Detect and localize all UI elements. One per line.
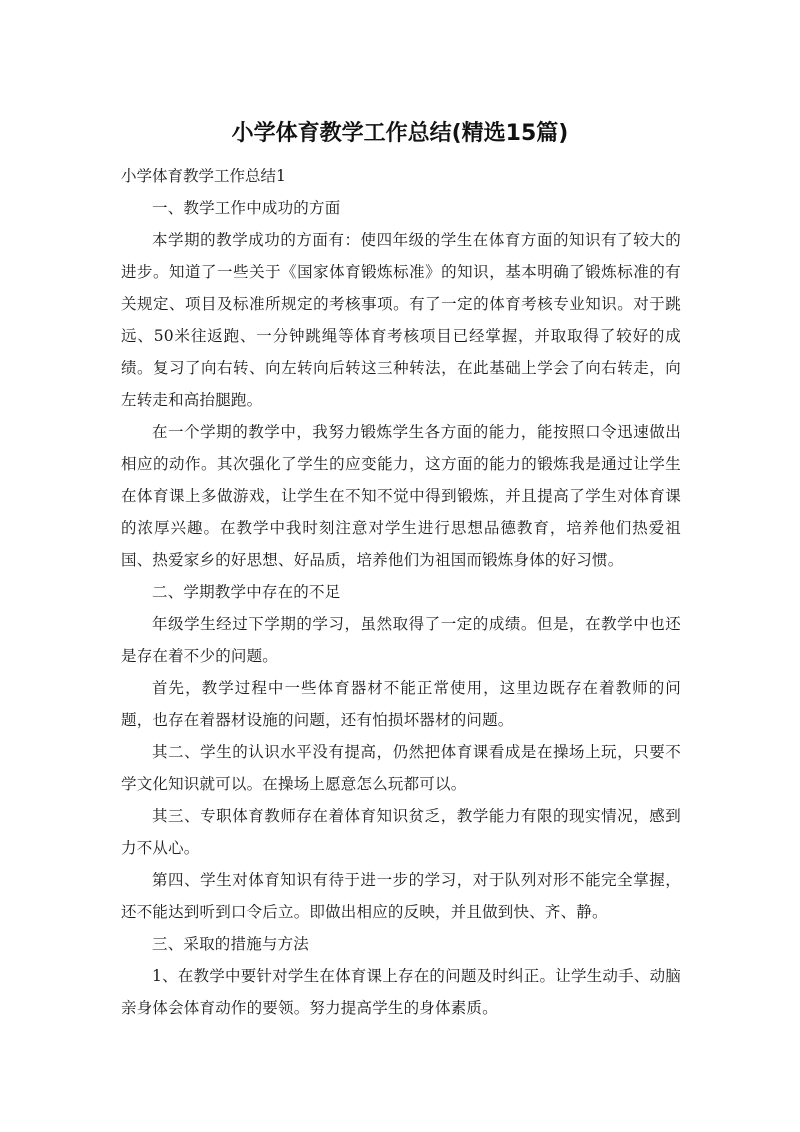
paragraph: 1、在教学中要针对学生在体育课上存在的问题及时纠正。让学生动手、动脑亲身体会体育动作的要领。努力提高学生的身体素质。 xyxy=(121,967,681,1017)
paragraph: 在一个学期的教学中，我努力锻炼学生各方面的能力，能按照口令迅速做出相应的动作。其次强化了学生的应变能力，这方面的能力的锻炼我是通过让学生在体育课上多做游戏，让学生在不知不觉中得到锻炼，并且提高了学生对体育课的浓厚兴趣。在教学中我时刻注意对学生进行思想品德教育，培养他们热爱祖国、热爱家乡的好思想、好品质，培养他们为祖国而锻炼身体的好习惯。 xyxy=(121,423,681,569)
section-heading: 一、教学工作中成功的方面 xyxy=(152,199,341,217)
paragraph: 第四、学生对体育知识有待于进一步的学习，对于队列对形不能完全掌握，还不能达到听到口令后立。即做出相应的反映，并且做到快、齐、静。 xyxy=(121,871,681,921)
paragraph: 年级学生经过下学期的学习，虽然取得了一定的成绩。但是，在教学中也还是存在着不少的问题。 xyxy=(121,615,681,665)
paragraph: 其三、专职体育教师存在着体育知识贫乏，教学能力有限的现实情况，感到力不从心。 xyxy=(121,807,681,857)
paragraph: 本学期的教学成功的方面有：使四年级的学生在体育方面的知识有了较大的进步。知道了一些关于《国家体育锻炼标准》的知识，基本明确了锻炼标准的有关规定、项目及标准所规定的考核事项。有了一定的体育考核专业知识。对于跳远、50米往返跑、一分钟跳绳等体育考核项目已经掌握，并取取得了较好的成绩。复习了向右转、向左转向后转这三种转法，在此基础上学会了向右转走，向左转走和高抬腿跑。 xyxy=(121,231,681,409)
document-body xyxy=(121,192,681,1024)
section-heading: 三、采取的措施与方法 xyxy=(152,935,310,953)
section-heading: 二、学期教学中存在的不足 xyxy=(152,583,341,601)
paragraph: 首先，教学过程中一些体育器材不能正常使用，这里边既存在着教师的问题，也存在着器材设施的问题，还有怕损坏器材的问题。 xyxy=(121,679,681,729)
paragraph: 其二、学生的认识水平没有提高，仍然把体育课看成是在操场上玩，只要不学文化知识就可以。在操场上愿意怎么玩都可以。 xyxy=(121,743,681,793)
document-title: 小学体育教学工作总结(精选15篇) xyxy=(231,121,569,146)
document-subtitle: 小学体育教学工作总结1 xyxy=(121,167,286,185)
